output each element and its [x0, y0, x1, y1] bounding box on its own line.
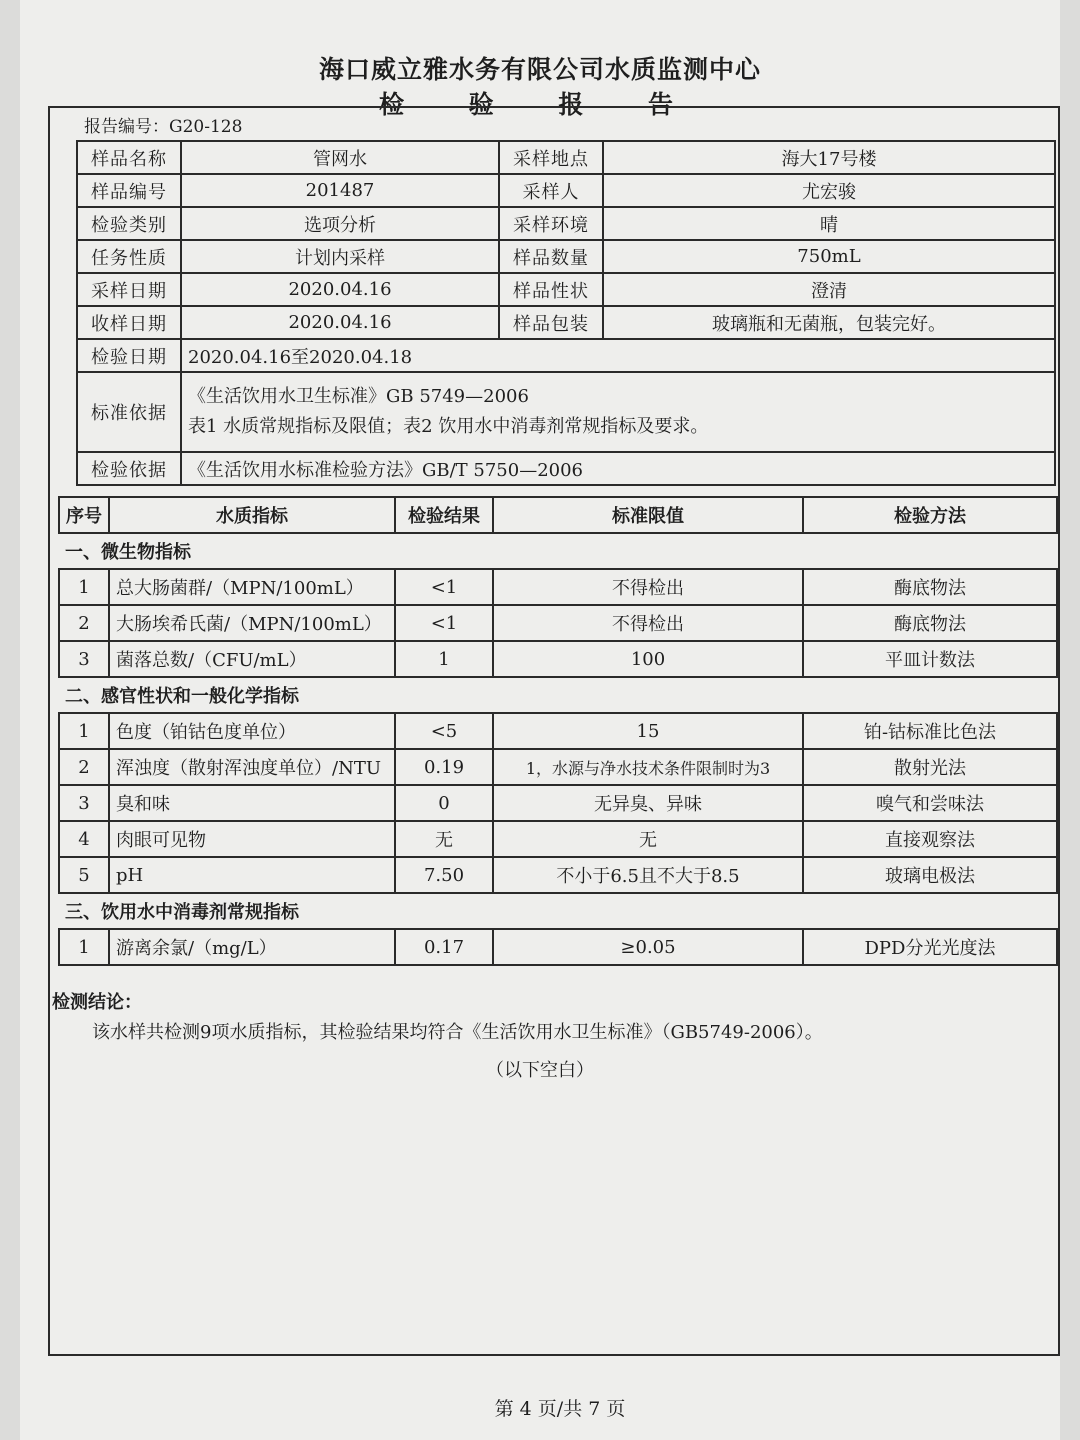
sample-state-label: 样品性状: [499, 273, 603, 306]
header-limit: 标准限值: [493, 497, 803, 533]
row-item: pH: [109, 857, 395, 893]
sampling-site-label: 采样地点: [499, 141, 603, 174]
row-no: 3: [59, 641, 109, 677]
row-item: 臭和味: [109, 785, 395, 821]
sample-no-value: 201487: [181, 174, 499, 207]
row-no: 1: [59, 713, 109, 749]
results-table: [58, 496, 1058, 966]
row-limit: ≥0.05: [493, 929, 803, 965]
row-limit: 无异臭、异味: [493, 785, 803, 821]
row-item: 游离余氯/（mg/L）: [109, 929, 395, 965]
table-row: [59, 641, 1057, 677]
sample-pack-label: 样品包装: [499, 306, 603, 339]
standard-value: [181, 372, 1055, 452]
section-title: 一、微生物指标: [59, 533, 1057, 569]
row-result: 7.50: [395, 857, 493, 893]
sample-qty-label: 样品数量: [499, 240, 603, 273]
report-number: 报告编号：G20-128: [84, 117, 243, 137]
table-row: [59, 569, 1057, 605]
conclusion-text: 该水样共检测9项水质指标，其检验结果均符合《生活饮用水卫生标准》（GB5749-2006）。: [92, 1022, 823, 1043]
row-result: 无: [395, 821, 493, 857]
info-row: [77, 174, 1055, 207]
row-result: <1: [395, 605, 493, 641]
section-row: [59, 893, 1057, 929]
section-row: [59, 533, 1057, 569]
organization-title: 海口威立雅水务有限公司水质监测中心: [318, 55, 761, 84]
section-title: 二、感官性状和一般化学指标: [59, 677, 1057, 713]
sampler-value: 尤宏骏: [603, 174, 1055, 207]
sample-pack-value: 玻璃瓶和无菌瓶，包装完好。: [603, 306, 1055, 339]
sample-name-label: 样品名称: [77, 141, 181, 174]
results-header-row: [59, 497, 1057, 533]
info-row: [77, 306, 1055, 339]
row-item: 菌落总数/（CFU/mL）: [109, 641, 395, 677]
standard-label: 标准依据: [77, 372, 181, 452]
row-method: 玻璃电极法: [803, 857, 1057, 893]
info-row: [77, 207, 1055, 240]
row-method: 酶底物法: [803, 605, 1057, 641]
row-item: 大肠埃希氏菌/（MPN/100mL）: [109, 605, 395, 641]
sample-info-table: [76, 140, 1056, 486]
info-row: [77, 452, 1055, 485]
sample-qty-value: 750mL: [603, 240, 1055, 273]
header-method: 检验方法: [803, 497, 1057, 533]
row-method: 散射光法: [803, 749, 1057, 785]
method-basis-label: 检验依据: [77, 452, 181, 485]
row-method: 铂-钴标准比色法: [803, 713, 1057, 749]
table-row: [59, 605, 1057, 641]
blank-note: （以下空白）: [486, 1060, 594, 1081]
row-result: <1: [395, 569, 493, 605]
method-basis-value: 《生活饮用水标准检验方法》GB/T 5750—2006: [181, 452, 1055, 485]
row-result: 0: [395, 785, 493, 821]
task-nature-label: 任务性质: [77, 240, 181, 273]
receive-date-value: 2020.04.16: [181, 306, 499, 339]
row-item: 色度（铂钴色度单位）: [109, 713, 395, 749]
standard-line-1: 《生活饮用水卫生标准》GB 5749—2006: [188, 386, 529, 407]
conclusion-label: 检测结论：: [52, 992, 142, 1013]
standard-line-2: 表1 水质常规指标及限值；表2 饮用水中消毒剂常规指标及要求。: [188, 416, 709, 437]
header-no: 序号: [59, 497, 109, 533]
sample-state-value: 澄清: [603, 273, 1055, 306]
row-no: 2: [59, 749, 109, 785]
test-date-label: 检验日期: [77, 339, 181, 372]
test-type-label: 检验类别: [77, 207, 181, 240]
header-item: 水质指标: [109, 497, 395, 533]
table-row: [59, 785, 1057, 821]
info-row: [77, 339, 1055, 372]
row-method: DPD分光光度法: [803, 929, 1057, 965]
sample-name-value: 管网水: [181, 141, 499, 174]
sample-no-label: 样品编号: [77, 174, 181, 207]
table-row: [59, 713, 1057, 749]
info-row: [77, 240, 1055, 273]
task-nature-value: 计划内采样: [181, 240, 499, 273]
row-limit: 15: [493, 713, 803, 749]
sampling-date-label: 采样日期: [77, 273, 181, 306]
row-result: 1: [395, 641, 493, 677]
row-method: 直接观察法: [803, 821, 1057, 857]
row-no: 5: [59, 857, 109, 893]
table-row: [59, 821, 1057, 857]
row-method: 平皿计数法: [803, 641, 1057, 677]
row-item: 肉眼可见物: [109, 821, 395, 857]
row-limit: 无: [493, 821, 803, 857]
test-type-value: 选项分析: [181, 207, 499, 240]
sampling-date-value: 2020.04.16: [181, 273, 499, 306]
row-limit: 1，水源与净水技术条件限制时为3: [493, 749, 803, 785]
sampling-env-value: 晴: [603, 207, 1055, 240]
sampling-site-value: 海大17号楼: [603, 141, 1055, 174]
row-limit: 不小于6.5且不大于8.5: [493, 857, 803, 893]
row-no: 1: [59, 929, 109, 965]
row-method: 嗅气和尝味法: [803, 785, 1057, 821]
sampling-env-label: 采样环境: [499, 207, 603, 240]
table-row: [59, 857, 1057, 893]
row-no: 1: [59, 569, 109, 605]
receive-date-label: 收样日期: [77, 306, 181, 339]
row-no: 4: [59, 821, 109, 857]
document-title: 检 验 报 告: [378, 90, 702, 119]
test-date-value: 2020.04.16至2020.04.18: [181, 339, 1055, 372]
table-row: [59, 749, 1057, 785]
row-no: 3: [59, 785, 109, 821]
row-result: 0.17: [395, 929, 493, 965]
header-result: 检验结果: [395, 497, 493, 533]
row-result: 0.19: [395, 749, 493, 785]
row-item: 浑浊度（散射浑浊度单位）/NTU: [109, 749, 395, 785]
info-row: [77, 372, 1055, 452]
page-number: 第 4 页/共 7 页: [494, 1398, 626, 1420]
row-item: 总大肠菌群/（MPN/100mL）: [109, 569, 395, 605]
row-result: <5: [395, 713, 493, 749]
sampler-label: 采样人: [499, 174, 603, 207]
row-no: 2: [59, 605, 109, 641]
info-row: [77, 141, 1055, 174]
table-row: [59, 929, 1057, 965]
info-row: [77, 273, 1055, 306]
row-limit: 不得检出: [493, 569, 803, 605]
row-limit: 100: [493, 641, 803, 677]
row-limit: 不得检出: [493, 605, 803, 641]
row-method: 酶底物法: [803, 569, 1057, 605]
section-title: 三、饮用水中消毒剂常规指标: [59, 893, 1057, 929]
section-row: [59, 677, 1057, 713]
